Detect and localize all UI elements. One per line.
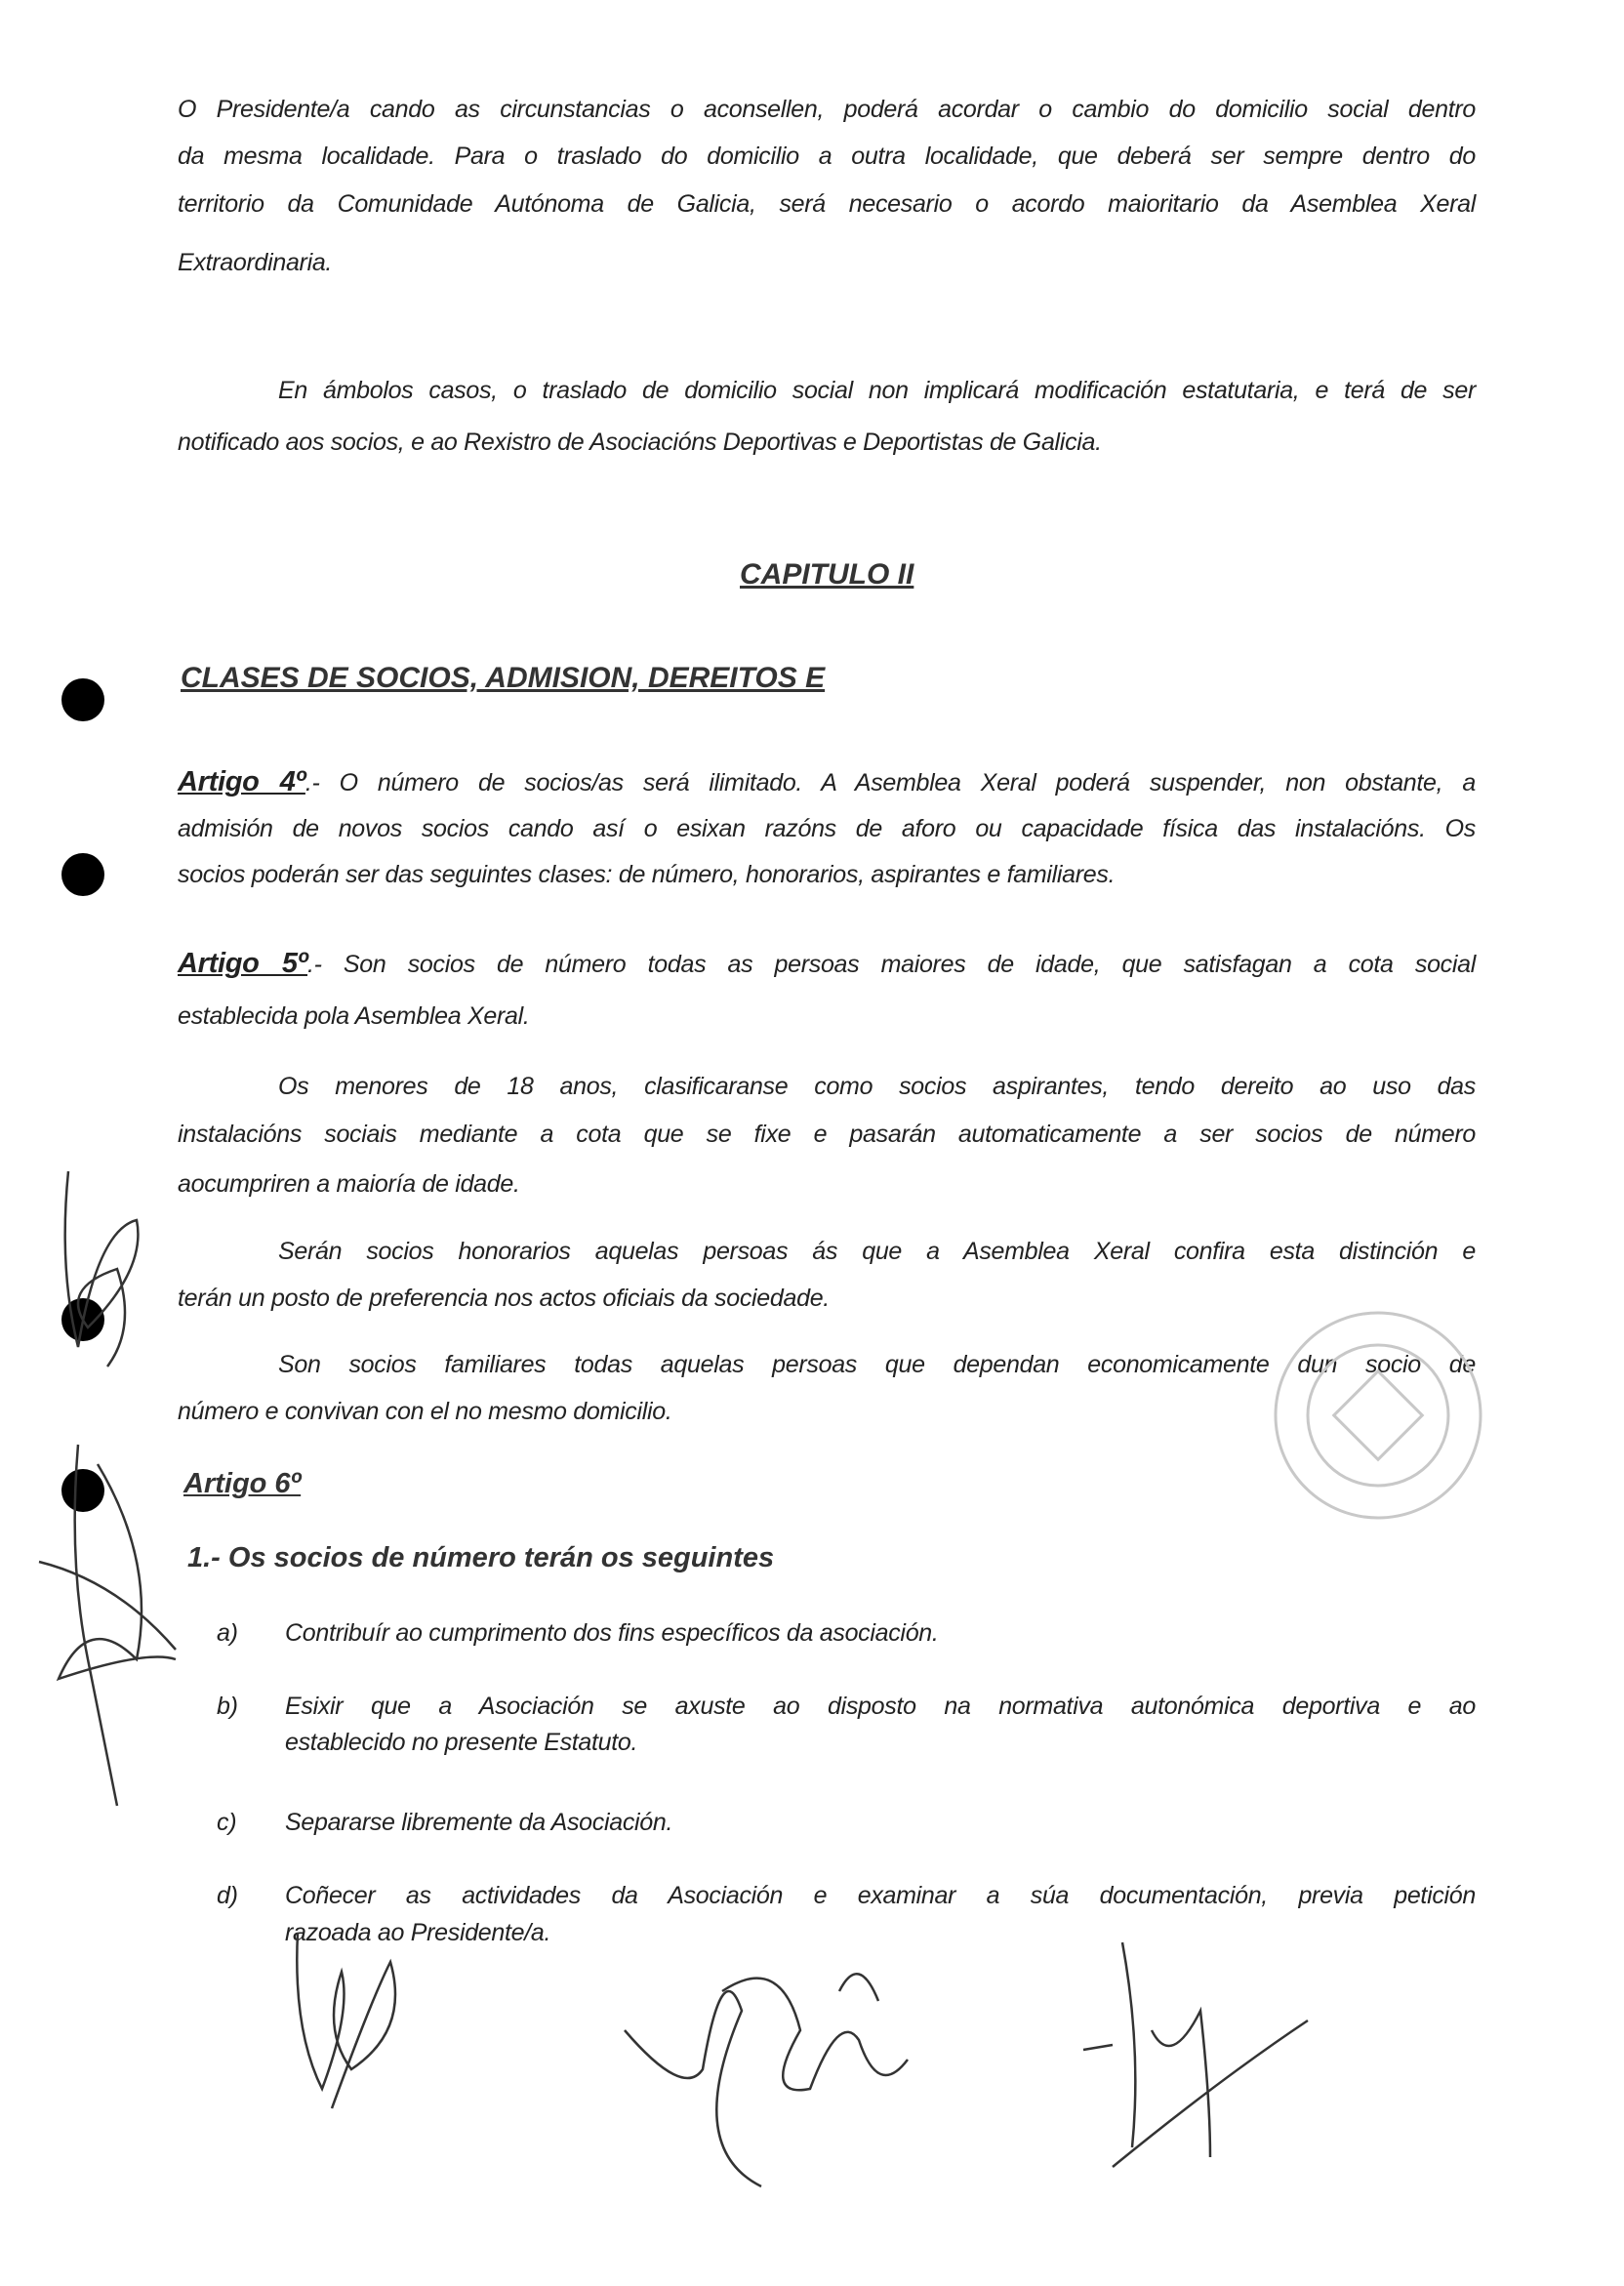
item-label: b) [217, 1693, 238, 1720]
text-line: O Presidente/a cando as circunstancias o aconsellen, poderá acordar o cambio do domicilio social dentro [178, 96, 1476, 123]
text-line: instalacións sociais mediante a cota que se fixe e pasarán automaticamente a ser socios de número [178, 1121, 1476, 1148]
text-line: Serán socios honorarios aquelas persoas ás que a Asemblea Xeral confira esta distinción e [278, 1238, 1476, 1265]
item-text: razoada ao Presidente/a. [285, 1919, 551, 1946]
item-text: Contribuír ao cumprimento dos fins específicos da asociación. [285, 1619, 939, 1647]
chapter-subtitle: CLASES DE SOCIOS, ADMISION, DEREITOS E [181, 662, 826, 694]
signature-margin [39, 1171, 176, 1806]
article-label: Artigo 4º [178, 766, 305, 797]
chapter-title: CAPITULO II [740, 558, 914, 591]
item-label: a) [217, 1619, 238, 1647]
text-line: Son socios familiares todas aquelas persoas que dependan economicamente dun socio de [278, 1351, 1476, 1378]
signature-1 [297, 1933, 395, 2108]
text-line: socios poderán ser das seguintes clases: de número, honorarios, aspirantes e familiares. [178, 861, 1116, 888]
text-line: admisión de novos socios cando así o esixan razóns de aforo ou capacidade física das instalacións. Os [178, 815, 1476, 842]
article-text: .- Son socios de número todas as persoas maiores de idade, que satisfagan a cota social [307, 951, 1476, 978]
signature-3 [1083, 1942, 1308, 2167]
text-line: da mesma localidade. Para o traslado do domicilio a outra localidade, que deberá ser sempre dentro do [178, 143, 1476, 170]
item-label: c) [217, 1809, 237, 1836]
text-line: aocumpriren a maioría de idade. [178, 1170, 520, 1198]
text-line: Extraordinaria. [178, 249, 333, 276]
article-label: Artigo 5º [178, 948, 308, 979]
signature-2 [625, 1974, 908, 2186]
text-line: territorio da Comunidade Autónoma de Galicia, será necesario o acordo maioritario da Asemblea Xeral [178, 190, 1476, 218]
text-line: terán un posto de preferencia nos actos oficiais da sociedade. [178, 1285, 830, 1312]
text-line: Os menores de 18 anos, clasificaranse como socios aspirantes, tendo dereito ao uso das [278, 1073, 1476, 1100]
item-label: d) [217, 1882, 238, 1909]
article-text: .- O número de socios/as será ilimitado. A Asemblea Xeral poderá suspender, non obstante, a [304, 769, 1476, 796]
text-line: notificado aos socios, e ao Rexistro de Asociacións Deportivas e Deportistas de Galicia. [178, 429, 1102, 456]
article-heading: 1.- Os socios de número terán os seguintes [187, 1542, 775, 1573]
text-line: En ámbolos casos, o traslado de domicilio social non implicará modificación estatutaria, e terá de ser [278, 377, 1476, 404]
text-line: establecida pola Asemblea Xeral. [178, 1002, 530, 1030]
item-text: Coñecer as actividades da Asociación e examinar a súa documentación, previa petición [285, 1882, 1476, 1909]
item-text: Esixir que a Asociación se axuste ao disposto na normativa autonómica deportiva e ao [285, 1693, 1476, 1720]
article-label: Artigo 6º [183, 1468, 302, 1499]
official-stamp [1276, 1313, 1481, 1518]
text-line: número e convivan con el no mesmo domicilio. [178, 1398, 672, 1425]
item-text: Separarse libremente da Asociación. [285, 1809, 673, 1836]
item-text: establecido no presente Estatuto. [285, 1729, 638, 1756]
